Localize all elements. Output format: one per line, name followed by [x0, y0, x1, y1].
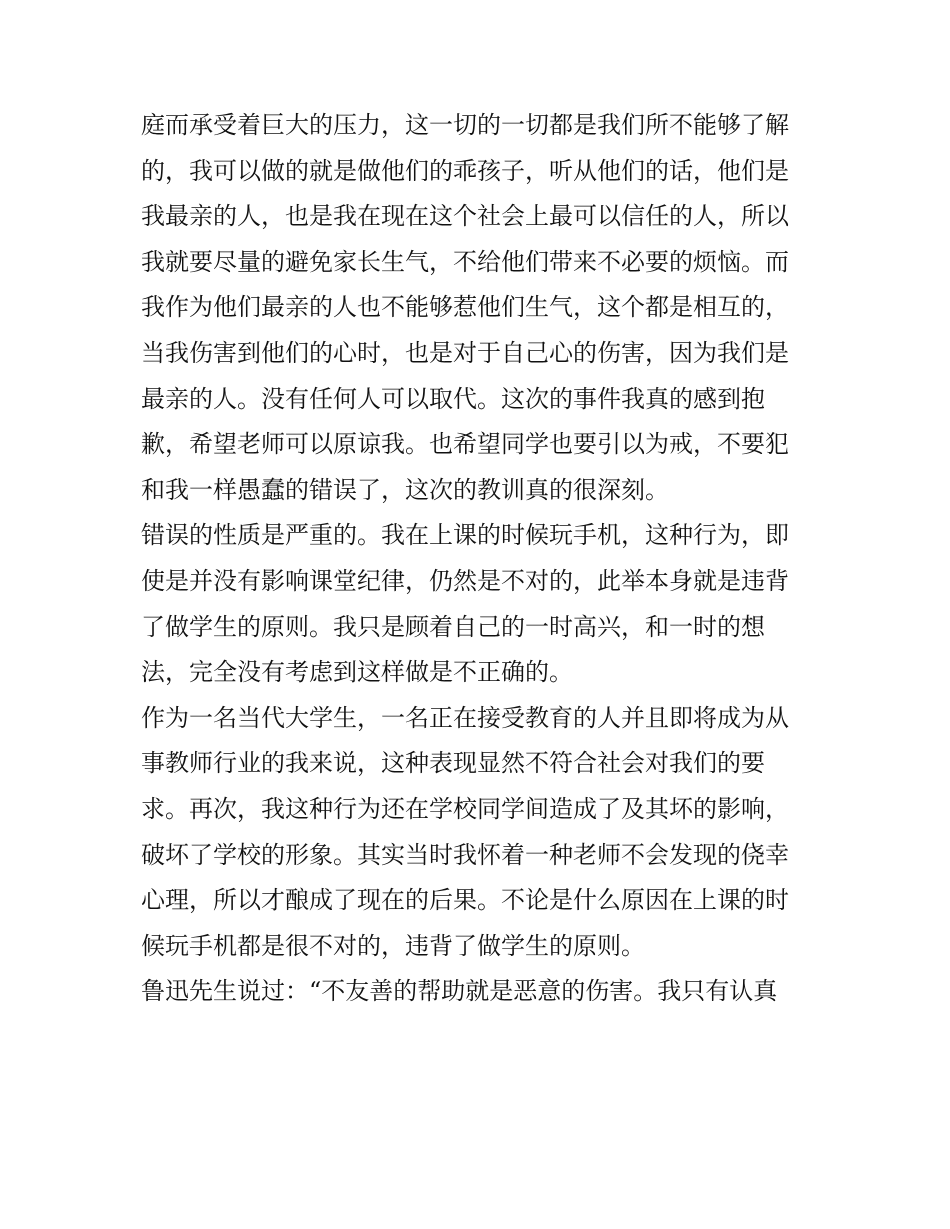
text-line: 歉，希望老师可以原谅我。也希望同学也要引以为戒，不要犯 [141, 430, 789, 459]
text-line: 心理，所以才酿成了现在的后果。不论是什么原因在上课的时 [141, 886, 789, 915]
text-line: 我作为他们最亲的人也不能够惹他们生气，这个都是相互的， [141, 293, 789, 322]
text-line: 和我一样愚蠢的错误了，这次的教训真的很深刻。 [141, 475, 669, 504]
text-line: 破坏了学校的形象。其实当时我怀着一种老师不会发现的侥幸 [141, 840, 789, 869]
text-line: 庭而承受着巨大的压力，这一切的一切都是我们所不能够了解 [141, 111, 789, 139]
text-line: 最亲的人。没有任何人可以取代。这次的事件我真的感到抱 [141, 384, 765, 413]
text-line: 候玩手机都是很不对的，违背了做学生的原则。 [141, 931, 645, 960]
text-line: 法，完全没有考虑到这样做是不正确的。 [141, 658, 573, 687]
text-line: 错误的性质是严重的。我在上课的时候玩手机，这种行为，即 [141, 521, 789, 550]
text-line: 我就要尽量的避免家长生气，不给他们带来不必要的烦恼。而 [141, 247, 789, 276]
text-line: 作为一名当代大学生，一名正在接受教育的人并且即将成为从 [141, 703, 789, 732]
document-body [141, 103, 821, 1015]
text-line: 事教师行业的我来说，这种表现显然不符合社会对我们的要 [141, 749, 765, 778]
text-line: 我最亲的人，也是我在现在这个社会上最可以信任的人，所以 [141, 202, 789, 231]
text-line: 使是并没有影响课堂纪律，仍然是不对的，此举本身就是违背 [141, 566, 789, 595]
text-line: 的，我可以做的就是做他们的乖孩子，听从他们的话，他们是 [141, 156, 789, 185]
text-line: 当我伤害到他们的心时，也是对于自己心的伤害，因为我们是 [141, 338, 789, 367]
text-line: 鲁迅先生说过：“不友善的帮助就是恶意的伤害。我只有认真 [141, 977, 778, 1006]
text-line: 了做学生的原则。我只是顾着自己的一时高兴，和一时的想 [141, 612, 765, 641]
text-line: 求。再次，我这种行为还在学校同学间造成了及其坏的影响， [141, 794, 789, 823]
